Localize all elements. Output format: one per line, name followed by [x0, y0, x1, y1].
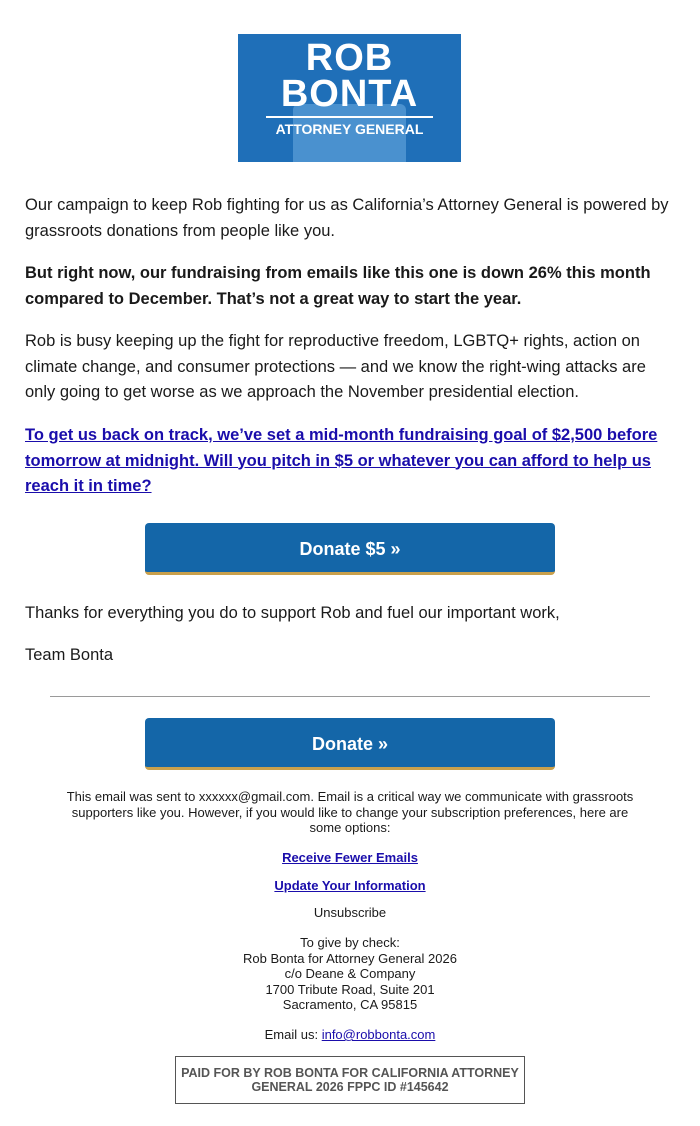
address-line-4: Sacramento, CA 95815 [282, 997, 418, 1012]
address-line-2: c/o Deane & Company [284, 966, 416, 981]
address-line-3: 1700 Tribute Road, Suite 201 [265, 981, 435, 997]
logo-line-1: ROB [305, 37, 394, 79]
ask-paragraph [25, 423, 675, 500]
email-us-row [60, 1027, 640, 1043]
check-address [60, 935, 640, 1013]
ask-link[interactable]: To get us back on track, we’ve set a mid-month fundraising goal of $2,500 before tomorrow at midnight. Will you pitch in $5 or whatever you can afford to help us reach it in time? [25, 426, 658, 495]
paid-for-disclaimer: PAID FOR BY ROB BONTA FOR CALIFORNIA ATTORNEY GENERAL 2026 FPPC ID #145642 [175, 1056, 525, 1104]
fewer-emails-row [60, 850, 640, 866]
update-info-link[interactable]: Update Your Information [274, 878, 426, 893]
update-info-row [60, 878, 640, 894]
email-label: Email us: [264, 1027, 322, 1042]
divider [50, 696, 650, 697]
donate-5-button[interactable]: Donate $5 » [145, 523, 555, 575]
address-line-1: Rob Bonta for Attorney General 2026 [243, 950, 457, 966]
fewer-emails-link[interactable]: Receive Fewer Emails [282, 850, 418, 865]
intro-paragraph: Our campaign to keep Rob fighting for us as California’s Attorney General is powered by grassroots donations from people like you. [25, 196, 669, 240]
donate-button[interactable]: Donate » [145, 718, 555, 770]
campaign-logo [238, 34, 461, 162]
email-link[interactable]: info@robbonta.com [321, 1027, 436, 1042]
logo-line-2: BONTA [280, 73, 419, 115]
logo-subtitle: ATTORNEY GENERAL [266, 116, 433, 140]
check-label: To give by check: [300, 935, 400, 950]
fight-paragraph: Rob is busy keeping up the fight for reproductive freedom, LGBTQ+ rights, action on climate change, and consumer protections — and we know the right-wing attacks are only going to get worse as we approach the November presidential election. [25, 332, 646, 401]
unsubscribe-link[interactable]: Unsubscribe [313, 905, 387, 920]
fundraising-paragraph: But right now, our fundraising from emails like this one is down 26% this month compared to December. That’s not a great way to start the year. [25, 264, 651, 308]
thanks-paragraph: Thanks for everything you do to support Rob and fuel our important work, [25, 604, 560, 622]
footer-notice: This email was sent to xxxxxx@gmail.com. Email is a critical way we communicate with grassroots supporters like you. However, if you would like to change your subscription preferences, here are some options: [66, 789, 634, 835]
signature: Team Bonta [25, 646, 114, 664]
